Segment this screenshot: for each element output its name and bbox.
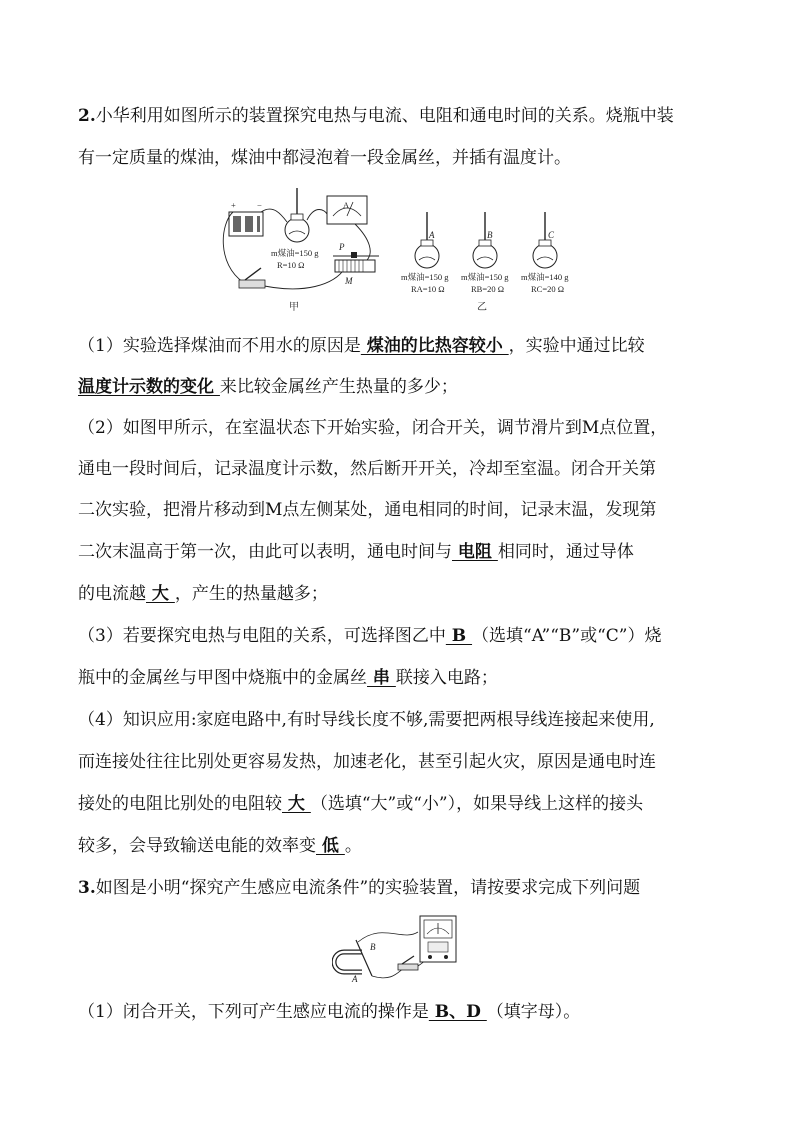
q2-part3-line-2 [78, 666, 498, 690]
q2-part2-line-2: 通电一段时间后，记录温度计示数，然后断开开关，冷却至室温。闭合开关第 [78, 459, 656, 479]
q3-part1-text-b: （填字母）。 [486, 1002, 581, 1022]
figure-caption-yi: 乙 [477, 302, 487, 313]
galvanometer-icon [420, 916, 456, 962]
q2-part3-text-2b: 联接入电路； [395, 668, 498, 688]
q2-part1-answer-2: 温度计示数的变化 [78, 377, 220, 397]
q2-part4-line-3 [78, 792, 643, 816]
q2-part4-line-4 [78, 834, 362, 858]
flask-b-label: B [487, 230, 493, 240]
left-resistance-label: R=10 Ω [277, 260, 305, 270]
q2-part2-text-5a: 的电流越 [78, 584, 146, 604]
point-label-b: B [370, 942, 376, 952]
flask-a-label: A [429, 230, 435, 240]
q2-part4-line-2: 而连接处往往比别处更容易发热，加速老化，甚至引起火灾，原因是通电时连 [78, 752, 656, 772]
q2-part2-text-5b: ，产生的热量越多； [174, 584, 328, 604]
flask-c-icon [533, 212, 557, 268]
q2-part1-line-2 [78, 375, 458, 399]
q2-part3-answer-2: 串 [367, 668, 396, 688]
flask-c-resistance: RC=20 Ω [531, 284, 565, 294]
point-label-a: A [352, 974, 358, 984]
slider-label-p: P [339, 242, 345, 252]
ammeter-label: A [343, 200, 350, 210]
figure-caption-jia: 甲 [289, 302, 299, 313]
svg-text:+: + [231, 200, 236, 210]
q2-part3-answer-1: B [445, 626, 473, 646]
q3-intro-line [78, 876, 640, 900]
q3-part1-answer: B、D [428, 1002, 487, 1022]
q3-induction-figure [332, 912, 472, 984]
battery-icon [229, 200, 263, 236]
q2-part1-line-1 [78, 334, 645, 358]
flask-b-resistance: RB=20 Ω [471, 284, 505, 294]
q2-part1-answer-1: 煤油的比热容较小 [360, 336, 509, 356]
flask-left-icon [285, 188, 309, 242]
rheostat-icon [333, 252, 379, 272]
q2-part2-line-4 [78, 540, 634, 564]
q2-intro-text-1: 小华利用如图所示的装置探究电热与电流、电阻和通电时间的关系。烧瓶中装 [95, 106, 674, 126]
q2-part2-text-4b: 相同时，通过导体 [497, 542, 634, 562]
horseshoe-magnet-icon [334, 952, 362, 972]
q2-part3-text-1b: （选填“A”“B”或“C”）烧 [472, 626, 662, 646]
flask-b-mass: m煤油=150 g [461, 272, 509, 282]
flask-a-mass: m煤油=150 g [401, 272, 449, 282]
q2-circuit-figure [215, 184, 585, 316]
q2-part4-text-4a: 较多，会导致输送电能的效率变 [78, 836, 316, 856]
q2-part2-line-5 [78, 582, 328, 606]
flask-b-icon [473, 212, 497, 268]
q2-part4-text-4b: 。 [344, 836, 362, 856]
svg-text:−: − [257, 200, 262, 210]
flask-c-mass: m煤油=140 g [521, 272, 569, 282]
q2-part1-text-b: ，实验中通过比较 [508, 336, 645, 356]
q2-part4-text-3a: 接处的电阻比别处的电阻较 [78, 794, 282, 814]
q2-part2-line-1: （2）如图甲所示，在室温状态下开始实验，闭合开关，调节滑片到M点位置， [78, 418, 668, 438]
q2-part4-answer-1: 大 [282, 794, 311, 814]
q2-part2-answer-2: 大 [146, 584, 175, 604]
q2-part3-text-1a: （3）若要探究电热与电阻的关系，可选择图乙中 [78, 626, 446, 646]
q2-intro-line-1 [78, 104, 674, 128]
q2-part4-text-3b: （选填“大”或“小”），如果导线上这样的接头 [310, 794, 644, 814]
q2-number: 2. [78, 106, 96, 126]
q2-part4-line-1: （4）知识应用:家庭电路中,有时导线长度不够,需要把两根导线连接起来使用, [78, 710, 655, 730]
switch-icon [398, 956, 418, 970]
q2-intro-line-2: 有一定质量的煤油，煤油中都浸泡着一段金属丝，并插有温度计。 [78, 148, 571, 168]
q2-part2-text-4a: 二次末温高于第一次，由此可以表明，通电时间与 [78, 542, 452, 562]
q2-part4-answer-2: 低 [316, 836, 345, 856]
q2-part3-line-1 [78, 624, 661, 648]
q2-part2-answer-1: 电阻 [452, 542, 498, 562]
flask-a-icon [415, 212, 439, 268]
q3-number: 3. [78, 878, 96, 898]
q2-part2-line-3: 二次实验，把滑片移动到M点左侧某处，通电相同的时间，记录末温，发现第 [78, 500, 657, 520]
ammeter-icon [327, 196, 367, 224]
q3-intro-text: 如图是小明“探究产生感应电流条件”的实验装置，请按要求完成下列问题 [95, 878, 641, 898]
q2-part1-text-c: 来比较金属丝产生热量的多少； [219, 377, 458, 397]
q2-part3-text-2a: 瓶中的金属丝与甲图中烧瓶中的金属丝 [78, 668, 367, 688]
flask-a-resistance: RA=10 Ω [411, 284, 445, 294]
q3-part1-line [78, 1000, 580, 1024]
left-mass-label: m煤油=150 g [271, 248, 319, 258]
switch-icon [239, 268, 265, 288]
point-label-m: M [345, 276, 353, 286]
flask-c-label: C [548, 230, 555, 240]
q2-part1-text-a: （1）实验选择煤油而不用水的原因是 [78, 336, 361, 356]
q3-part1-text-a: （1）闭合开关，下列可产生感应电流的操作是 [78, 1002, 429, 1022]
